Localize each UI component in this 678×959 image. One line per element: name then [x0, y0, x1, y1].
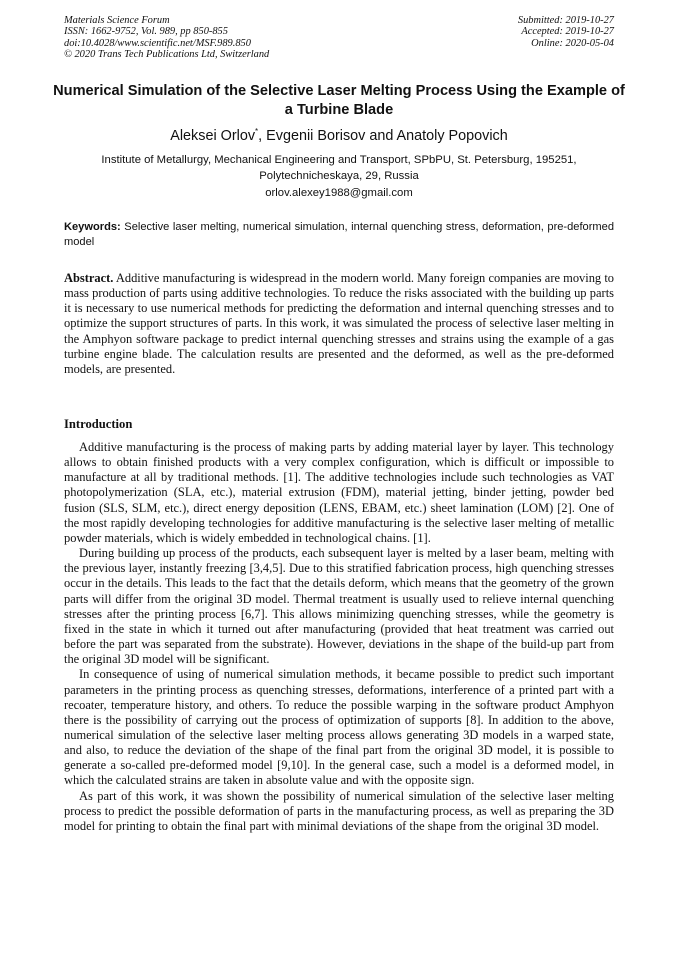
paper-title: Numerical Simulation of the Selective Laser Melting Process Using the Example of a Turbine Blade [53, 83, 625, 118]
author-email: orlov.alexey1988@gmail.com [265, 187, 413, 199]
first-author: Aleksei Orlov [170, 128, 256, 144]
submission-dates [518, 15, 614, 49]
paragraph: In consequence of using of numerical simulation methods, it became possible to predict such important parameters in the printing process as quenching stresses, deformations, interference of a printed part with a recoater, temperature history, and others. To reduce the possible warping in the software product Amphyon there is the possibility of carrying out the process of optimization of supports [8]. In addition to the above, numerical simulation of the selective laser melting process allows generating 3D models in a warped state, and also, to reduce the deviation of the shape of the final part from the original 3D model, it is possible to generate a so-called pre-deformed model [9,10]. In the general case, such a model is a deformed model, in which the calculated strains are taken in absolute value and with the opposite sign. [64, 667, 614, 788]
abstract-label: Abstract. [64, 271, 114, 285]
keywords [64, 220, 614, 249]
submitted-date: Submitted: 2019-10-27 [517, 15, 614, 26]
corresponding-author-mark: * [255, 127, 259, 136]
paragraph: During building up process of the products, each subsequent layer is melted by a laser beam, melting with the previous layer, instantly freezing [3,4,5]. Due to this stratified fabrication process, high quenching stresses occur in the details. This leads to the fact that the details deform, which means that the geometry of the grown parts will differ from the original 3D model. Thermal treatment is usually used to relieve internal quenching stresses after the printing process [6,7]. This allows minimizing quenching stresses, while the geometry is fixed in the state in which it turned out after manufacturing (provided that heat treatment was carried out before the part was separated from the substrate). However, deviations in the shape of the build-up part from the original 3D model will be significant. [64, 546, 614, 667]
affiliation: Institute of Metallurgy, Mechanical Engineering and Transport, SPbPU, St. Petersburg, 195251, Polytechnicheskaya, 29, Russia [101, 154, 577, 182]
paragraph: Additive manufacturing is the process of making parts by adding material layer by layer. This technology allows to obtain finished products with a very complex configuration, which is difficult or impossible to manufacture at all by traditional methods. [1]. The additive technologies include such technologies as VAT photopolymerization (SLA, etc.), material extrusion (FDM), material jetting, binder jetting, powder bed fusion (SLS, SLM, etc.), direct energy deposition (LENS, EBAM, etc.) sheet lamination (LOM) [2]. One of the most rapidly developing technologies for additive manufacturing is the selective laser melting of metallic powder materials, which is widely embedded in technological chains. [1]. [64, 440, 614, 545]
author-list [40, 127, 638, 145]
journal-doi: doi:10.4028/www.scientific.net/MSF.989.850 [64, 37, 251, 49]
section-heading-introduction: Introduction [64, 417, 133, 431]
journal-name: Materials Science Forum [64, 15, 170, 26]
introduction-body [64, 440, 614, 834]
accepted-date: Accepted: 2019-10-27 [521, 26, 614, 38]
keywords-label: Keywords: [64, 221, 121, 233]
journal-issn: ISSN: 1662-9752, Vol. 989, pp 850-855 [64, 26, 228, 38]
keywords-text: Selective laser melting, numerical simulation, internal quenching stress, deformation, pre-deformed model [64, 221, 614, 248]
journal-copyright: © 2020 Trans Tech Publications Ltd, Switzerland [64, 48, 270, 60]
abstract [64, 271, 614, 377]
online-date: Online: 2020-05-04 [531, 37, 614, 49]
paragraph: As part of this work, it was shown the possibility of numerical simulation of the selective laser melting process to predict the possible deformation of parts in the manufacturing process, as well as preparing the 3D model for printing to obtain the final part with minimal deviations of the shape from the original 3D model. [64, 788, 614, 833]
abstract-text: Additive manufacturing is widespread in the modern world. Many foreign companies are moving to mass production of parts using additive technologies. To reduce the risks associated with the building up parts it is necessary to use numerical methods for predicting the deformation and internal quenching stresses and to optimize the support structures of parts. In this work, it was simulated the process of selective laser melting in the Amphyon software package to predict internal quenching stresses and strains using the example of a gas turbine engine blade. The calculation results are presented and the deformed, as well as the pre-deformed models, are presented. [64, 271, 614, 376]
other-authors: , Evgenii Borisov and Anatoly Popovich [258, 128, 508, 144]
journal-info [64, 15, 269, 60]
